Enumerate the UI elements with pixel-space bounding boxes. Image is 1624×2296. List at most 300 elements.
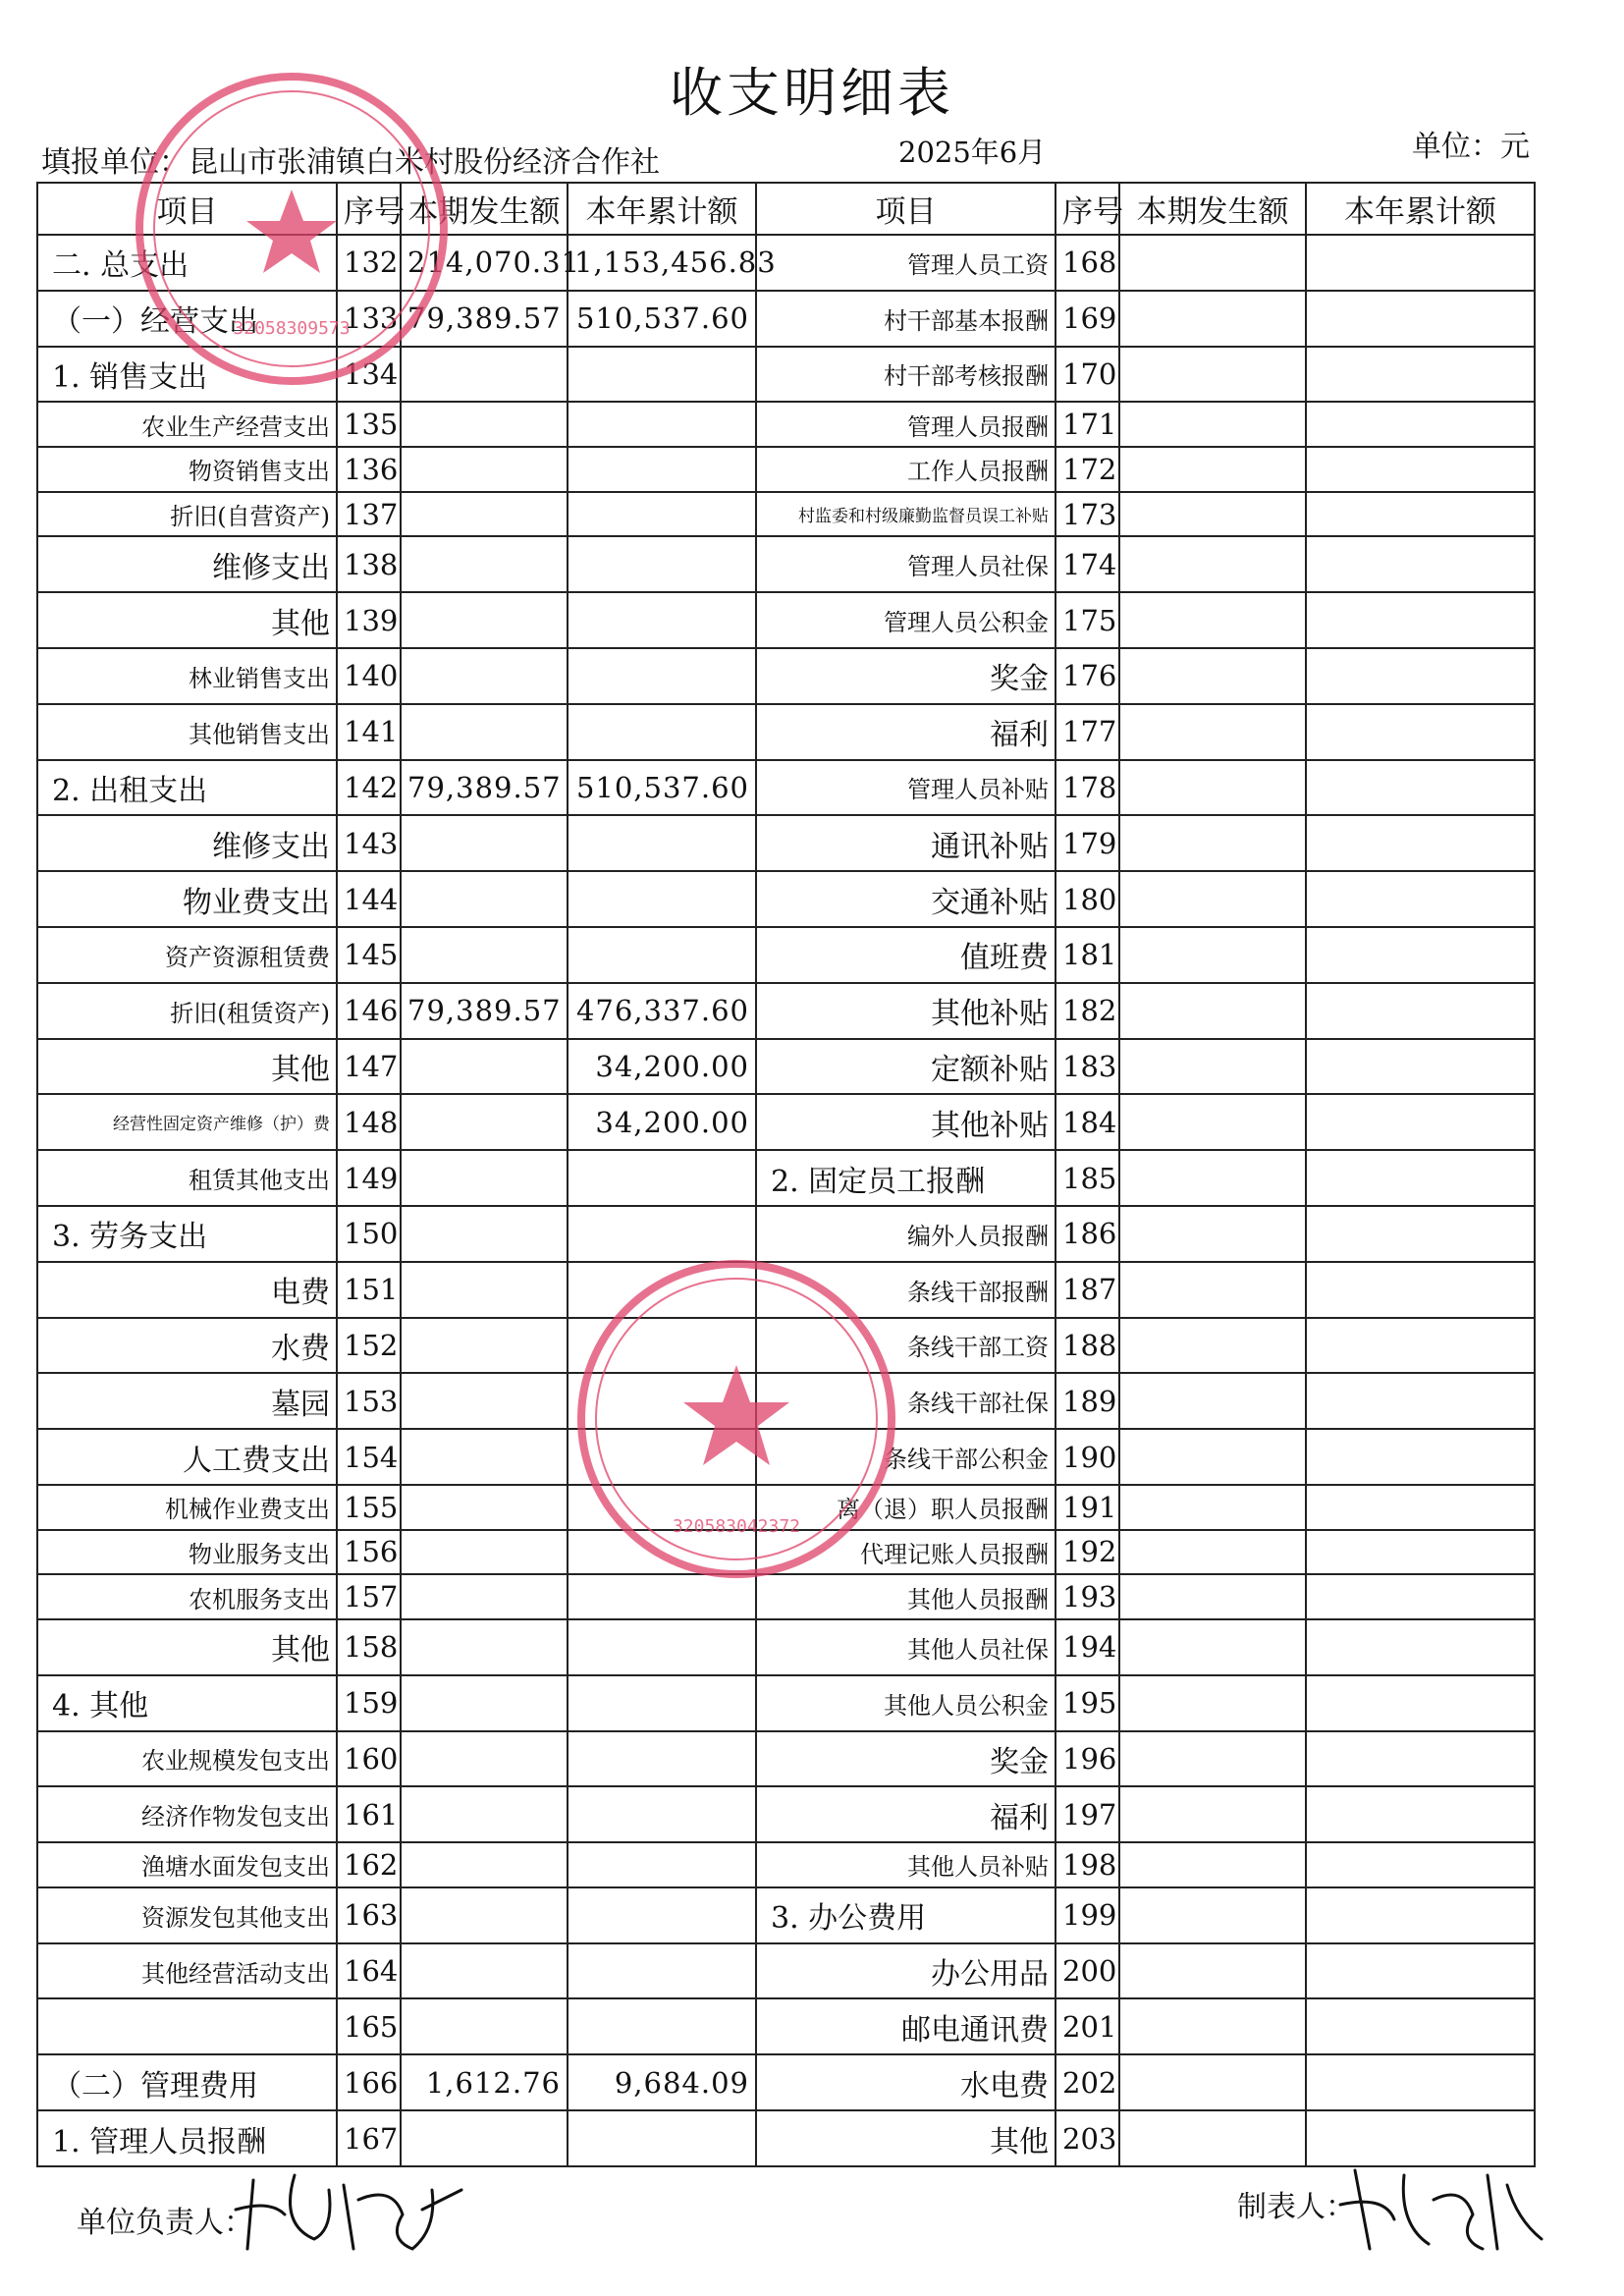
left-item-cell: 林业销售支出 [37,648,337,704]
left-item-cell: 二. 总支出 [37,235,337,291]
left-current-cell: 79,389.57 [401,760,568,816]
right-current-cell [1119,1842,1306,1887]
right-seq-cell: 168 [1056,235,1119,291]
col-header-current-left: 本期发生额 [401,183,568,235]
left-current-cell [401,2110,568,2166]
right-seq-cell: 173 [1056,492,1119,537]
right-seq-cell: 195 [1056,1675,1119,1731]
left-item-cell: 电费 [37,1262,337,1318]
right-item-cell: 办公用品 [756,1943,1056,1999]
right-seq-cell: 196 [1056,1731,1119,1787]
right-item-cell: 其他人员社保 [756,1619,1056,1675]
left-current-cell [401,871,568,927]
right-ytd-cell [1306,1619,1535,1675]
left-seq-cell: 166 [337,2054,401,2110]
left-ytd-cell [568,1429,756,1485]
right-ytd-cell [1306,704,1535,760]
left-seq-cell: 152 [337,1318,401,1374]
right-item-cell: 条线干部公积金 [756,1429,1056,1485]
right-current-cell [1119,235,1306,291]
right-current-cell [1119,704,1306,760]
left-current-cell [401,815,568,871]
right-item-cell: 其他人员公积金 [756,1675,1056,1731]
left-ytd-cell [568,1731,756,1787]
table-row [37,983,1535,1039]
left-current-cell [401,1150,568,1206]
left-item-cell: （二）管理费用 [37,2054,337,2110]
left-item-cell: 机械作业费支出 [37,1485,337,1530]
right-current-cell [1119,1530,1306,1575]
left-current-cell [401,447,568,492]
left-item-cell: 4. 其他 [37,1675,337,1731]
left-current-cell [401,648,568,704]
right-seq-cell: 189 [1056,1373,1119,1429]
left-seq-cell: 149 [337,1150,401,1206]
right-seq-cell: 198 [1056,1842,1119,1887]
left-item-cell: 渔塘水面发包支出 [37,1842,337,1887]
right-item-cell: 3. 办公费用 [756,1887,1056,1943]
table-row [37,648,1535,704]
left-seq-cell: 153 [337,1373,401,1429]
right-ytd-cell [1306,347,1535,403]
right-current-cell [1119,1731,1306,1787]
left-current-cell [401,1485,568,1530]
left-current-cell: 214,070.31 [401,235,568,291]
right-current-cell [1119,1150,1306,1206]
right-seq-cell: 199 [1056,1887,1119,1943]
left-seq-cell: 132 [337,235,401,291]
table-row [37,1675,1535,1731]
left-current-cell [401,347,568,403]
col-header-item-left: 项目 [37,183,337,235]
left-current-cell [401,1373,568,1429]
right-ytd-cell [1306,291,1535,347]
left-current-cell [401,1887,568,1943]
right-current-cell [1119,1206,1306,1262]
right-ytd-cell [1306,648,1535,704]
table-row [37,760,1535,816]
left-ytd-cell [568,1262,756,1318]
left-seq-cell: 167 [337,2110,401,2166]
left-item-cell: 农机服务支出 [37,1574,337,1619]
left-ytd-cell [568,1998,756,2054]
left-current-cell [401,1318,568,1374]
left-current-cell [401,1731,568,1787]
right-current-cell [1119,983,1306,1039]
right-ytd-cell [1306,1429,1535,1485]
left-current-cell [401,1574,568,1619]
left-seq-cell: 150 [337,1206,401,1262]
left-current-cell [401,1842,568,1887]
left-seq-cell: 154 [337,1429,401,1485]
table-row [37,235,1535,291]
right-seq-cell: 194 [1056,1619,1119,1675]
table-row [37,347,1535,403]
col-header-seq-right: 序号 [1056,183,1119,235]
left-seq-cell: 138 [337,536,401,592]
right-item-cell: 条线干部社保 [756,1373,1056,1429]
table-row [37,1887,1535,1943]
svg-text:32058309573: 32058309573 [233,318,351,339]
table-row [37,447,1535,492]
left-item-cell: 1. 销售支出 [37,347,337,403]
left-seq-cell: 163 [337,1887,401,1943]
col-header-item-right: 项目 [756,183,1056,235]
left-seq-cell: 136 [337,447,401,492]
responsible-signature [236,2175,461,2249]
left-item-cell: 其他 [37,1619,337,1675]
right-seq-cell: 193 [1056,1574,1119,1619]
left-ytd-cell [568,1485,756,1530]
right-item-cell: 其他补贴 [756,983,1056,1039]
right-current-cell [1119,1619,1306,1675]
right-seq-cell: 186 [1056,1206,1119,1262]
table-row [37,927,1535,983]
right-item-cell: 其他人员补贴 [756,1842,1056,1887]
table-row [37,1373,1535,1429]
right-seq-cell: 172 [1056,447,1119,492]
left-ytd-cell [568,1887,756,1943]
left-seq-cell: 133 [337,291,401,347]
left-item-cell: 农业规模发包支出 [37,1731,337,1787]
left-item-cell: 物业服务支出 [37,1530,337,1575]
right-item-cell: 通讯补贴 [756,815,1056,871]
left-ytd-cell [568,815,756,871]
right-current-cell [1119,1786,1306,1842]
right-item-cell: 定额补贴 [756,1039,1056,1095]
right-current-cell [1119,536,1306,592]
right-ytd-cell [1306,815,1535,871]
right-ytd-cell [1306,1373,1535,1429]
left-item-cell: 物资销售支出 [37,447,337,492]
right-seq-cell: 169 [1056,291,1119,347]
right-ytd-cell [1306,1786,1535,1842]
table-row [37,2054,1535,2110]
right-current-cell [1119,291,1306,347]
right-item-cell: 交通补贴 [756,871,1056,927]
left-item-cell: 其他 [37,592,337,648]
table-row [37,704,1535,760]
left-item-cell: 物业费支出 [37,871,337,927]
left-seq-cell: 157 [337,1574,401,1619]
col-header-ytd-left: 本年累计额 [568,183,756,235]
left-item-cell: 经济作物发包支出 [37,1786,337,1842]
left-seq-cell: 159 [337,1675,401,1731]
right-current-cell [1119,2110,1306,2166]
left-seq-cell: 160 [337,1731,401,1787]
report-period: 2025年6月 [898,136,1047,169]
right-seq-cell: 188 [1056,1318,1119,1374]
right-item-cell: 水电费 [756,2054,1056,2110]
right-seq-cell: 201 [1056,1998,1119,2054]
left-seq-cell: 147 [337,1039,401,1095]
right-ytd-cell [1306,1262,1535,1318]
left-ytd-cell [568,1206,756,1262]
right-seq-cell: 191 [1056,1485,1119,1530]
right-seq-cell: 181 [1056,927,1119,983]
left-ytd-cell: 1,153,456.83 [568,235,756,291]
right-item-cell: 2. 固定员工报酬 [756,1150,1056,1206]
right-ytd-cell [1306,1842,1535,1887]
right-ytd-cell [1306,1530,1535,1575]
left-current-cell [401,1094,568,1150]
table-row [37,1485,1535,1530]
right-current-cell [1119,1429,1306,1485]
currency-unit: 单位：元 [1412,130,1530,164]
left-seq-cell: 155 [337,1485,401,1530]
right-seq-cell: 203 [1056,2110,1119,2166]
left-ytd-cell [568,1786,756,1842]
right-seq-cell: 175 [1056,592,1119,648]
right-seq-cell: 176 [1056,648,1119,704]
right-item-cell: 管理人员公积金 [756,592,1056,648]
right-item-cell: 工作人员报酬 [756,447,1056,492]
table-row [37,2110,1535,2166]
right-seq-cell: 183 [1056,1039,1119,1095]
left-item-cell: 资源发包其他支出 [37,1887,337,1943]
left-ytd-cell [568,871,756,927]
left-seq-cell: 145 [337,927,401,983]
right-seq-cell: 182 [1056,983,1119,1039]
left-ytd-cell [568,1619,756,1675]
left-ytd-cell: 510,537.60 [568,760,756,816]
right-ytd-cell [1306,1887,1535,1943]
left-item-cell: 折旧(自营资产) [37,492,337,537]
left-ytd-cell [568,704,756,760]
table-row [37,1039,1535,1095]
table-row [37,291,1535,347]
right-current-cell [1119,592,1306,648]
table-row [37,1150,1535,1206]
left-current-cell [401,1429,568,1485]
left-seq-cell: 164 [337,1943,401,1999]
left-ytd-cell [568,536,756,592]
left-ytd-cell [568,447,756,492]
right-ytd-cell [1306,1675,1535,1731]
right-seq-cell: 179 [1056,815,1119,871]
right-item-cell: 村干部考核报酬 [756,347,1056,403]
right-ytd-cell [1306,1094,1535,1150]
left-item-cell: 资产资源租赁费 [37,927,337,983]
right-current-cell [1119,1887,1306,1943]
table-row [37,1262,1535,1318]
right-current-cell [1119,648,1306,704]
left-ytd-cell: 510,537.60 [568,291,756,347]
left-current-cell [401,492,568,537]
right-item-cell: 福利 [756,704,1056,760]
left-current-cell [401,592,568,648]
right-current-cell [1119,871,1306,927]
right-ytd-cell [1306,1574,1535,1619]
right-ytd-cell [1306,592,1535,648]
left-ytd-cell: 9,684.09 [568,2054,756,2110]
left-seq-cell: 158 [337,1619,401,1675]
left-seq-cell: 144 [337,871,401,927]
left-seq-cell: 146 [337,983,401,1039]
right-seq-cell: 180 [1056,871,1119,927]
left-ytd-cell [568,402,756,447]
left-seq-cell: 142 [337,760,401,816]
left-current-cell [401,402,568,447]
responsible-label: 单位负责人： [77,2206,253,2240]
left-seq-cell: 161 [337,1786,401,1842]
left-current-cell [401,1786,568,1842]
right-item-cell: 编外人员报酬 [756,1206,1056,1262]
right-ytd-cell [1306,1039,1535,1095]
col-header-ytd-right: 本年累计额 [1306,183,1535,235]
right-seq-cell: 200 [1056,1943,1119,1999]
left-item-cell: 其他经营活动支出 [37,1943,337,1999]
left-seq-cell: 139 [337,592,401,648]
preparer-label: 制表人： [1237,2190,1355,2224]
right-ytd-cell [1306,1150,1535,1206]
left-current-cell [401,1675,568,1731]
right-ytd-cell [1306,402,1535,447]
right-seq-cell: 174 [1056,536,1119,592]
left-ytd-cell [568,347,756,403]
left-seq-cell: 137 [337,492,401,537]
table-header-row [37,183,1535,235]
page-title: 收支明细表 [670,62,954,124]
right-item-cell: 其他 [756,2110,1056,2166]
left-ytd-cell [568,1150,756,1206]
right-item-cell: 奖金 [756,648,1056,704]
right-seq-cell: 177 [1056,704,1119,760]
left-seq-cell: 134 [337,347,401,403]
right-seq-cell: 170 [1056,347,1119,403]
right-current-cell [1119,1318,1306,1374]
right-seq-cell: 187 [1056,1262,1119,1318]
right-ytd-cell [1306,2054,1535,2110]
table-row [37,871,1535,927]
right-item-cell: 村监委和村级廉勤监督员误工补贴 [756,492,1056,537]
left-item-cell: （一）经营支出 [37,291,337,347]
left-current-cell [401,1206,568,1262]
left-seq-cell: 156 [337,1530,401,1575]
right-current-cell [1119,1373,1306,1429]
left-item-cell: 经营性固定资产维修（护）费 [37,1094,337,1150]
right-item-cell: 邮电通讯费 [756,1998,1056,2054]
right-ytd-cell [1306,760,1535,816]
right-item-cell: 其他人员报酬 [756,1574,1056,1619]
left-current-cell [401,1619,568,1675]
right-ytd-cell [1306,2110,1535,2166]
right-seq-cell: 184 [1056,1094,1119,1150]
left-current-cell [401,927,568,983]
right-ytd-cell [1306,447,1535,492]
right-item-cell: 离（退）职人员报酬 [756,1485,1056,1530]
right-ytd-cell [1306,1998,1535,2054]
table-row [37,1842,1535,1887]
right-current-cell [1119,815,1306,871]
left-ytd-cell: 34,200.00 [568,1094,756,1150]
right-item-cell: 福利 [756,1786,1056,1842]
right-ytd-cell [1306,871,1535,927]
left-ytd-cell: 34,200.00 [568,1039,756,1095]
left-ytd-cell [568,1373,756,1429]
right-seq-cell: 202 [1056,2054,1119,2110]
right-ytd-cell [1306,1943,1535,1999]
left-ytd-cell [568,592,756,648]
right-current-cell [1119,1094,1306,1150]
right-seq-cell: 190 [1056,1429,1119,1485]
right-item-cell: 管理人员社保 [756,536,1056,592]
left-item-cell: 农业生产经营支出 [37,402,337,447]
table-row [37,1619,1535,1675]
left-item-cell: 其他 [37,1039,337,1095]
right-current-cell [1119,2054,1306,2110]
right-item-cell: 管理人员工资 [756,235,1056,291]
right-current-cell [1119,1998,1306,2054]
left-current-cell: 79,389.57 [401,983,568,1039]
left-ytd-cell [568,648,756,704]
left-item-cell: 3. 劳务支出 [37,1206,337,1262]
left-seq-cell: 140 [337,648,401,704]
right-current-cell [1119,402,1306,447]
left-seq-cell: 135 [337,402,401,447]
table-row [37,1998,1535,2054]
left-ytd-cell [568,1943,756,1999]
left-seq-cell: 162 [337,1842,401,1887]
right-ytd-cell [1306,1206,1535,1262]
left-current-cell [401,1039,568,1095]
right-item-cell: 值班费 [756,927,1056,983]
table-row [37,1206,1535,1262]
right-item-cell: 村干部基本报酬 [756,291,1056,347]
right-ytd-cell [1306,983,1535,1039]
table-row [37,492,1535,537]
left-item-cell: 1. 管理人员报酬 [37,2110,337,2166]
table-row [37,1318,1535,1374]
filing-unit: 填报单位：昆山市张浦镇白米村股份经济合作社 [41,145,660,180]
table-row [37,1574,1535,1619]
right-current-cell [1119,1039,1306,1095]
left-item-cell: 折旧(租赁资产) [37,983,337,1039]
right-current-cell [1119,492,1306,537]
table-row [37,1943,1535,1999]
right-ytd-cell [1306,1318,1535,1374]
right-seq-cell: 178 [1056,760,1119,816]
left-item-cell [37,1998,337,2054]
table-row [37,402,1535,447]
left-item-cell: 维修支出 [37,815,337,871]
table-row [37,592,1535,648]
right-ytd-cell [1306,536,1535,592]
right-item-cell: 条线干部工资 [756,1318,1056,1374]
left-ytd-cell [568,1574,756,1619]
table-row [37,1530,1535,1575]
col-header-current-right: 本期发生额 [1119,183,1306,235]
right-current-cell [1119,1485,1306,1530]
left-ytd-cell: 476,337.60 [568,983,756,1039]
left-current-cell [401,1943,568,1999]
right-seq-cell: 197 [1056,1786,1119,1842]
right-current-cell [1119,1574,1306,1619]
table-row [37,1094,1535,1150]
left-current-cell [401,704,568,760]
left-ytd-cell [568,1675,756,1731]
right-ytd-cell [1306,1485,1535,1530]
left-item-cell: 2. 出租支出 [37,760,337,816]
left-item-cell: 人工费支出 [37,1429,337,1485]
right-item-cell: 管理人员补贴 [756,760,1056,816]
left-seq-cell: 143 [337,815,401,871]
left-ytd-cell [568,927,756,983]
preparer-signature [1340,2170,1542,2249]
right-item-cell: 代理记账人员报酬 [756,1530,1056,1575]
right-current-cell [1119,760,1306,816]
left-item-cell: 租赁其他支出 [37,1150,337,1206]
